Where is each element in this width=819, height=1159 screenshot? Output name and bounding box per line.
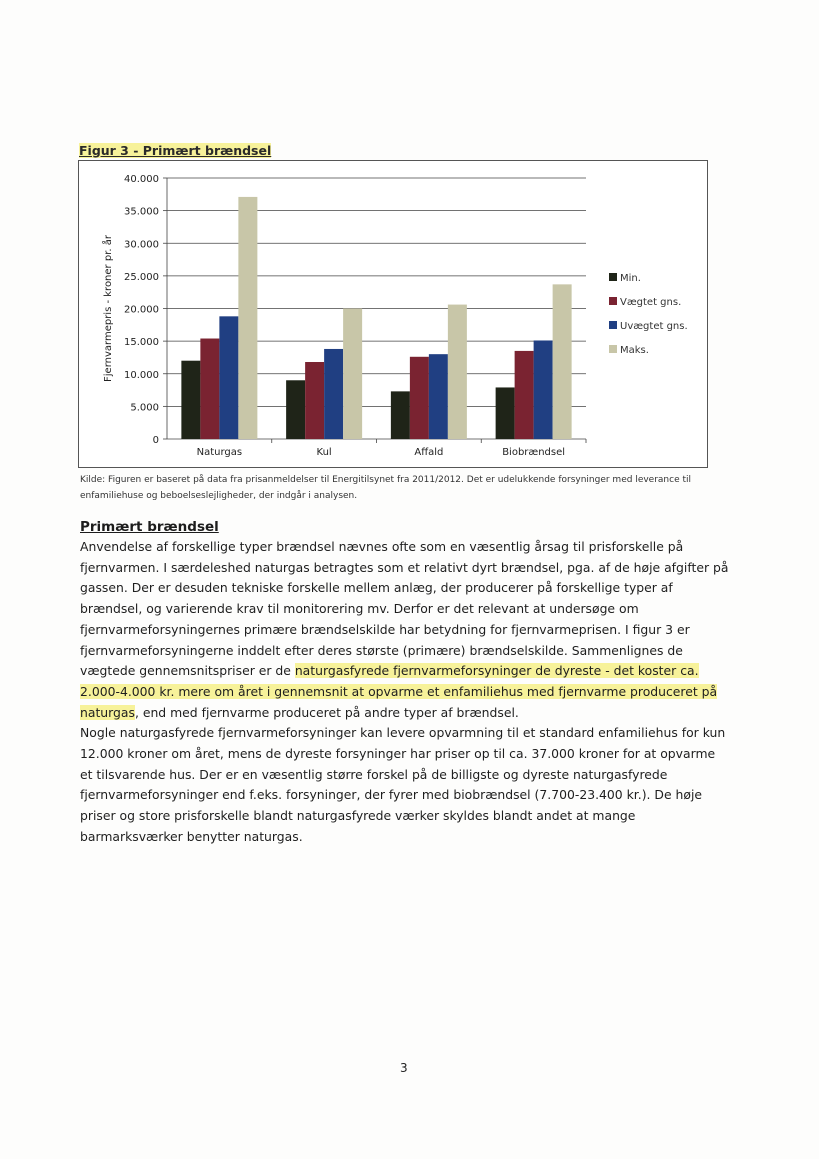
section-heading: Primært brændsel xyxy=(80,519,219,535)
y-tick-label: 30.000 xyxy=(124,239,159,251)
bar xyxy=(553,284,572,439)
figure-caption: Kilde: Figuren er baseret på data fra prisanmeldelser til Energitilsynet fra 2011/2012. Det er udelukkende forsyninger med leverance til enfamiliehuse og beboelseslejligheder, der indgår i analysen. xyxy=(80,475,692,501)
bar-chart xyxy=(79,161,707,467)
legend-label: Uvægtet gns. xyxy=(620,321,688,332)
legend-label: Min. xyxy=(620,273,641,284)
x-tick-label: Naturgas xyxy=(196,447,243,458)
page-number: 3 xyxy=(400,1061,408,1075)
bar xyxy=(448,305,467,439)
paragraph-1-part-b: , end med fjernvarme produceret på andre typer af brændsel. xyxy=(134,704,519,720)
figure-title: Figur 3 - Primært brændsel xyxy=(79,143,272,158)
y-tick-label: 5.000 xyxy=(130,402,159,414)
x-tick-label: Affald xyxy=(414,447,444,458)
bar xyxy=(238,197,257,439)
y-tick-label: 20.000 xyxy=(124,304,159,316)
bar xyxy=(496,387,515,439)
paragraph-1-part-a: Anvendelse af forskellige typer brændsel nævnes ofte som en væsentlig årsag til prisforskelle på fjernvarmen. I særdeleshed naturgas betragtes som et relativt dyrt brændsel, pga. af de høje afgifter på gassen. Der er desuden tekniske forskelle mellem anlæg, der producerer på forskellige typer af brændsel, og varierende krav til monitorering mv. Derfor er det relevant at undersøge om fjernvarmeforsyningernes primære brændselskilde har betydning for fjernvarmeprisen. I figur 3 er fjernvarmeforsyningerne inddelt efter deres største (primære) brændselskilde. Sammenlignes de vægtede gennemsnitspriser er de xyxy=(80,539,729,679)
bar xyxy=(391,391,410,439)
legend-swatch xyxy=(609,273,617,281)
bar xyxy=(305,362,324,439)
bar xyxy=(410,357,429,439)
legend-swatch xyxy=(609,321,617,329)
bar xyxy=(219,316,238,439)
legend-label: Maks. xyxy=(620,345,649,356)
legend-swatch xyxy=(609,297,617,305)
y-tick-label: 25.000 xyxy=(124,271,159,283)
y-tick-label: 0 xyxy=(152,435,159,446)
bar xyxy=(200,339,219,439)
bar xyxy=(343,309,362,440)
y-tick-label: 40.000 xyxy=(124,174,159,185)
bar xyxy=(534,340,553,439)
y-tick-label: 10.000 xyxy=(124,369,159,381)
y-axis-label: Fjernvarmepris - kroner pr. år xyxy=(103,235,114,382)
y-tick-label: 15.000 xyxy=(124,337,159,349)
x-tick-label: Kul xyxy=(316,447,332,458)
y-tick-label: 35.000 xyxy=(124,206,159,218)
legend-label: Vægtet gns. xyxy=(620,297,682,308)
highlighted-text: naturgasfyrede fjernvarmeforsyninger de dyreste - det koster ca. 2.000-4.000 kr. mere om året i gennemsnit at opvarme et enfamiliehus med fjernvarme produceret på naturgas xyxy=(80,663,718,720)
paragraph-1 xyxy=(80,537,730,723)
bar xyxy=(429,354,448,439)
legend-swatch xyxy=(609,345,617,353)
body-text xyxy=(80,537,730,848)
bar xyxy=(181,361,200,439)
x-tick-label: Biobrændsel xyxy=(502,447,566,458)
bar xyxy=(286,380,305,439)
chart-frame xyxy=(78,160,708,468)
bar xyxy=(324,349,343,439)
paragraph-2: Nogle naturgasfyrede fjernvarmeforsyninger kan levere opvarmning til et standard enfamiliehus for kun 12.000 kroner om året, mens de dyreste forsyninger har priser op til ca. 37.000 kroner for at opvarme et tilsvarende hus. Der er en væsentlig større forskel på de billigste og dyreste naturgasfyrede fjernvarmeforsyninger end f.eks. forsyninger, der fyrer med biobrændsel (7.700-23.400 kr.). De høje priser og store prisforskelle blandt naturgasfyrede værker skyldes blandt andet at mange barmarksværker benytter naturgas. xyxy=(80,725,726,844)
bar xyxy=(515,351,534,439)
